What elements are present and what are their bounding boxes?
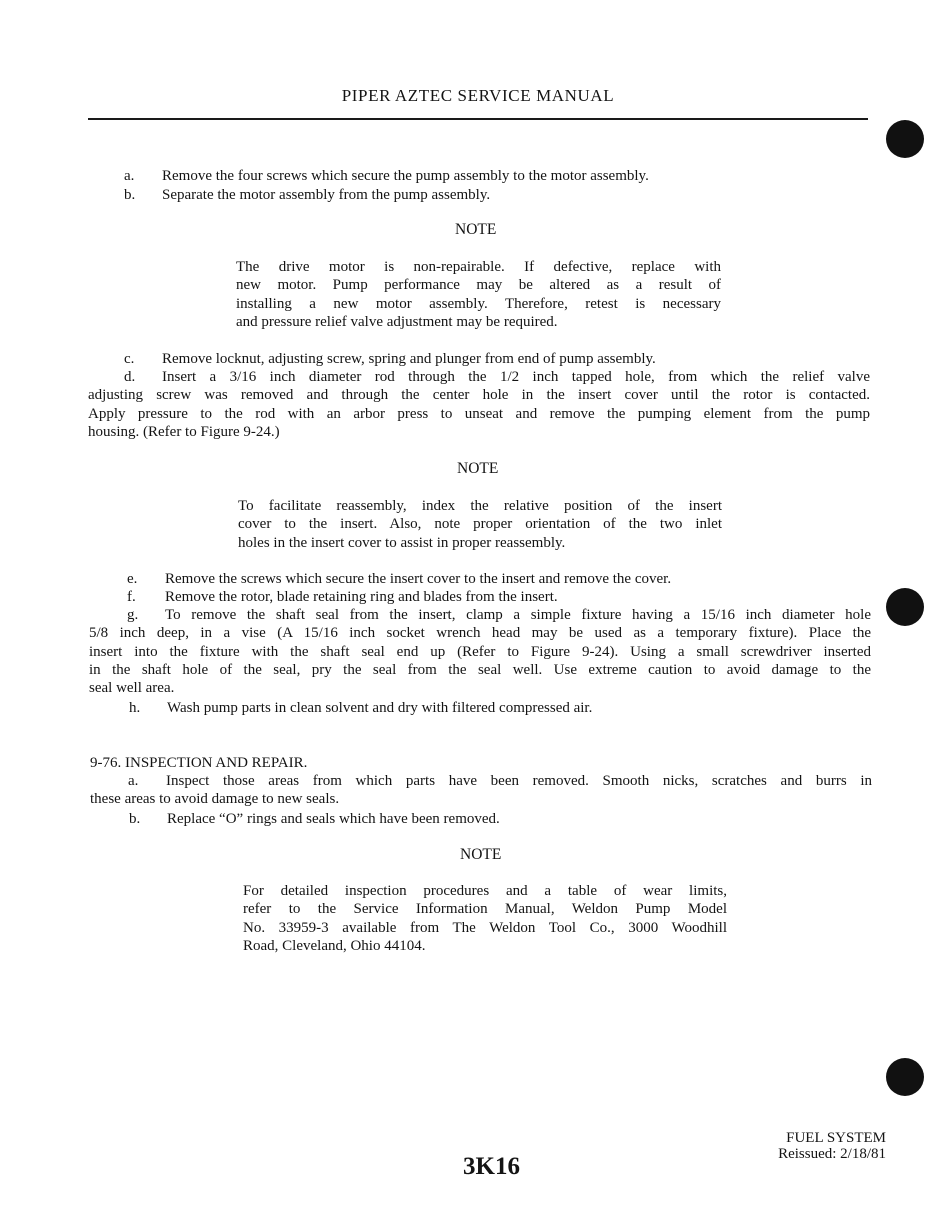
step-e xyxy=(127,570,671,588)
note-line: For detailed inspection procedures and a table of wear limits, xyxy=(243,883,727,899)
note-line: and pressure relief valve adjustment may be required. xyxy=(236,313,558,330)
footer-section: FUEL SYSTEM xyxy=(786,1130,886,1146)
step-text: Remove the screws which secure the insert cover to the insert and remove the cover. xyxy=(165,571,672,587)
note-body xyxy=(236,258,721,331)
step-f xyxy=(127,588,558,606)
step-text: To remove the shaft seal from the insert, clamp a simple fixture having a 15/16 inch diameter hole xyxy=(165,607,871,623)
step-first-line xyxy=(88,368,870,386)
note-line: cover to the insert. Also, note proper orientation of the two inlet xyxy=(238,516,722,533)
step-label: b. xyxy=(129,811,141,827)
note-heading: NOTE xyxy=(457,460,499,477)
step-line: adjusting screw was removed and through the center hole in the insert cover until the rotor is contacted. xyxy=(88,387,870,404)
step-line: these areas to avoid damage to new seals. xyxy=(90,791,340,808)
step-line: housing. (Refer to Figure 9-24.) xyxy=(88,423,280,440)
step-line: 5/8 inch deep, in a vise (A 15/16 inch socket wrench head may be used as a temporary fixture). Place the xyxy=(89,625,871,642)
note-heading: NOTE xyxy=(455,221,497,238)
step-line: insert into the fixture with the shaft seal end up (Refer to Figure 9-24). Using a small screwdriver inserted xyxy=(89,643,871,660)
note-line: installing a new motor assembly. Therefore, retest is necessary xyxy=(236,295,721,312)
note-line: holes in the insert cover to assist in proper reassembly. xyxy=(238,534,566,551)
note-body xyxy=(238,497,722,552)
step-label: e. xyxy=(127,571,138,587)
note-body xyxy=(243,882,727,955)
step-text: Wash pump parts in clean solvent and dry with filtered compressed air. xyxy=(167,700,593,716)
step-first-line xyxy=(89,606,871,624)
page-header-title: PIPER AZTEC SERVICE MANUAL xyxy=(341,86,615,105)
section-title: 9-76. INSPECTION AND REPAIR. xyxy=(90,755,308,771)
step-label: h. xyxy=(129,700,141,716)
punch-hole-middle xyxy=(886,588,924,626)
step-text: Inspect those areas from which parts have been removed. Smooth nicks, scratches and burrs in xyxy=(166,773,872,789)
step-c xyxy=(124,350,656,368)
step-a xyxy=(124,167,649,185)
step-line: Apply pressure to the rod with an arbor press to unseat and remove the pumping element from the pump xyxy=(88,405,870,422)
step-label: b. xyxy=(124,187,136,203)
footer-reissued-date: Reissued: 2/18/81 xyxy=(778,1146,886,1162)
inspection-step-a xyxy=(90,772,872,809)
step-label: c. xyxy=(124,351,135,367)
header-rule xyxy=(88,118,868,120)
step-text: Replace “O” rings and seals which have been removed. xyxy=(167,811,500,827)
step-line: in the shaft hole of the seal, pry the seal from the seal well. Use extreme caution to avoid damage to the xyxy=(89,661,871,678)
step-text: Remove the four screws which secure the pump assembly to the motor assembly. xyxy=(162,168,649,184)
step-h xyxy=(129,699,592,717)
step-line: seal well area. xyxy=(89,680,175,697)
note-line: The drive motor is non-repairable. If defective, replace with xyxy=(236,259,721,275)
inspection-step-b xyxy=(129,810,500,828)
note-line: Road, Cleveland, Ohio 44104. xyxy=(243,937,426,954)
note-line: No. 33959-3 available from The Weldon Tool Co., 3000 Woodhill xyxy=(243,919,727,936)
step-label: a. xyxy=(128,773,139,789)
step-first-line xyxy=(90,772,872,790)
note-line: refer to the Service Information Manual, Weldon Pump Model xyxy=(243,901,727,918)
step-text: Separate the motor assembly from the pump assembly. xyxy=(162,187,491,203)
step-label: d. xyxy=(124,369,136,385)
punch-hole-bottom xyxy=(886,1058,924,1096)
step-label: g. xyxy=(127,607,139,623)
step-text: Remove the rotor, blade retaining ring and blades from the insert. xyxy=(165,589,558,605)
step-b xyxy=(124,186,490,204)
note-line: new motor. Pump performance may be altered as a result of xyxy=(236,277,721,294)
step-g xyxy=(89,606,871,697)
step-d xyxy=(88,368,870,441)
page-code: 3K16 xyxy=(463,1153,520,1180)
punch-hole-top xyxy=(886,120,924,158)
note-heading: NOTE xyxy=(460,846,502,863)
step-label: a. xyxy=(124,168,135,184)
step-text: Insert a 3/16 inch diameter rod through the 1/2 inch tapped hole, from which the relief valve xyxy=(162,369,870,385)
note-line: To facilitate reassembly, index the relative position of the insert xyxy=(238,498,722,514)
step-text: Remove locknut, adjusting screw, spring and plunger from end of pump assembly. xyxy=(162,351,656,367)
step-label: f. xyxy=(127,589,136,605)
